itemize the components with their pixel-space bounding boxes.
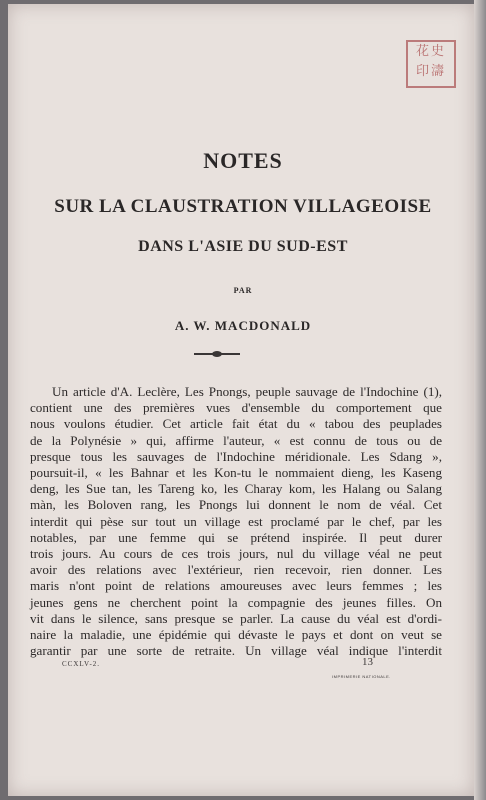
page-number: 13 (362, 656, 373, 668)
author-name: A. W. MACDONALD (174, 318, 312, 333)
page-edge (474, 0, 486, 800)
body-line: de la Polynésie » qui, affirme l'auteur, « est connu de tous ou de (30, 432, 442, 448)
article-body (30, 384, 442, 659)
title-line-3: DANS L'ASIE DU SUD-EST (138, 238, 348, 255)
body-line: vit dans le silence, sans presque se parler. La cause du véal est d'ordi- (30, 610, 442, 626)
body-line: notables, par une femme qui se prétend inspirée. Il peut durer (30, 529, 442, 545)
ornamental-divider (194, 353, 240, 355)
body-line: garantir par une sorte de retraite. Un village véal indique l'interdit (30, 643, 442, 659)
body-line: poursuit-il, « les Bahnar et les Kon-tu le nommaient dieng, les Kaseng (30, 465, 442, 481)
body-line: Un article d'A. Leclère, Les Pnongs, peuple sauvage de l'Indochine (1), (52, 384, 442, 399)
body-line: presque tous les sauvages de l'Indochine méridionale. Les Sdang », (30, 448, 442, 464)
seal-stamp: 花史 印濤 (406, 40, 456, 88)
body-line: màn, les Boloven rang, les Pnongs lui donnent le nom de véal. Cet (30, 497, 442, 513)
body-line: nous voulons étudier. Cet article fait état du « tabou des peuplades (30, 416, 442, 432)
body-line: trois jours. Au cours de ces trois jours, nul du village véal ne peut (30, 546, 442, 562)
imprint-line: IMPRIMERIE NATIONALE. (332, 674, 391, 679)
title-line-2: SUR LA CLAUSTRATION VILLAGEOISE (54, 196, 432, 217)
body-line: avoir des relations avec l'extérieur, rien recevoir, rien donner. Les (30, 562, 442, 578)
body-line: deng, les Sue tan, les Tareng ko, les Charay kom, les Halang ou Salang (30, 481, 442, 497)
byline-par: PAR (233, 286, 253, 295)
body-line: naire la maladie, une épidémie qui dévaste le pays et dont on veut se (30, 627, 442, 643)
body-line: jeunes gens ne cherchent point la compagnie des jeunes filles. On (30, 594, 442, 610)
body-line: maris n'ont point de relations amoureuses avec leurs femmes ; les (30, 578, 442, 594)
printer-signature: CCXLV-2. (62, 660, 101, 668)
body-line: interdit qui pèse sur tout un village est proclamé par le chef, par les (30, 513, 442, 529)
title-line-1: NOTES (203, 148, 283, 173)
body-line: contient une des premières vues d'ensemble du comportement que (30, 400, 442, 416)
